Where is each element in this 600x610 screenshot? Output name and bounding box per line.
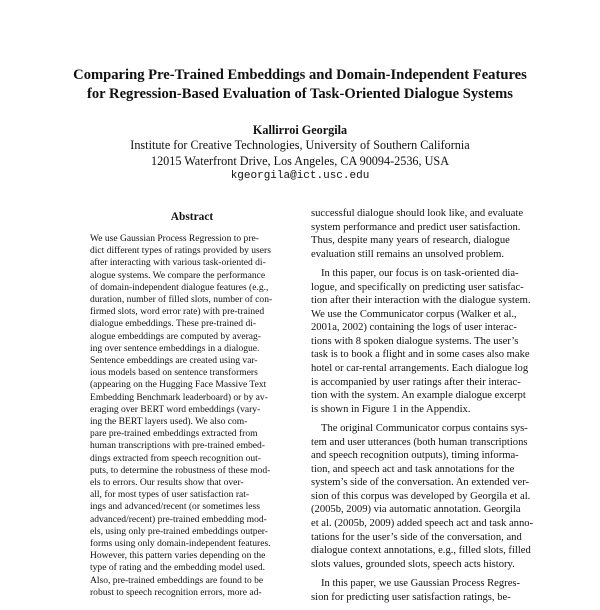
abstract-text	[90, 233, 294, 599]
abstract-line: alogue systems. We compare the performance	[90, 269, 266, 281]
body-line: In this paper, we use Gaussian Process Regres-	[321, 578, 521, 590]
body-line: The original Communicator corpus contains sys-	[321, 423, 528, 435]
abstract-column	[90, 210, 294, 599]
title-line: for Regression-Based Evaluation of Task-Oriented Dialogue Systems	[87, 86, 513, 102]
abstract-line: after interacting with various task-oriented di-	[90, 257, 266, 269]
body-line: hotel or car-rental arrangements. Each dialogue log	[311, 363, 529, 375]
body-line: is accompanied by user ratings after their interac-	[311, 376, 521, 388]
abstract-line: ing the BERT layers used). We also com-	[90, 416, 248, 428]
abstract-line: of domain-independent dialogue features (e.g.,	[90, 281, 269, 293]
body-line: We use the Communicator corpus (Walker et al.,	[311, 308, 517, 320]
abstract-line: We use Gaussian Process Regression to pre-	[90, 233, 259, 244]
body-line: is shown in Figure 1 in the Appendix.	[311, 403, 471, 415]
body-line: and speech recognition outputs), timing informa-	[311, 450, 519, 462]
abstract-line: eraging over BERT word embeddings (vary-	[90, 403, 261, 415]
abstract-line: alogue embeddings are computed by averag-	[90, 330, 261, 342]
body-paragraph	[311, 577, 527, 604]
abstract-line: all, for most types of user satisfaction rat-	[90, 489, 250, 501]
abstract-line: human transcriptions with pre-trained embed-	[90, 440, 265, 452]
body-line: sion for predicting user satisfaction ratings, be-	[311, 591, 511, 603]
abstract-heading: Abstract	[170, 211, 214, 223]
body-line: tion, and speech act and task annotations for the	[311, 463, 515, 475]
affiliation-line: 12015 Waterfront Drive, Los Angeles, CA 90094-2536, USA	[150, 153, 450, 168]
abstract-line: ings and advanced/recent (or sometimes less	[90, 501, 260, 513]
body-line: tions with 8 spoken dialogue systems. The user’s	[311, 335, 519, 347]
abstract-line: dict different types of ratings provided by users	[90, 245, 271, 257]
abstract-line: duration, number of filled slots, number of con-	[90, 294, 273, 306]
body-line: (2005b, 2009) via automatic annotation. Georgila	[311, 504, 521, 516]
body-line: system’s side of the conversation. An extended ver-	[311, 477, 530, 489]
body-paragraph	[311, 422, 534, 571]
body-column	[311, 207, 534, 610]
body-line: tion after their interaction with the dialogue system.	[311, 295, 531, 307]
abstract-line: Also, pre-trained embeddings are found to be	[90, 574, 264, 586]
abstract-line: Sentence embeddings are created using var-	[90, 355, 258, 367]
author-affiliation	[40, 138, 560, 185]
body-line: tations for the user’s side of the conversation, and	[311, 531, 522, 543]
author-email: kgeorgila@ict.usc.edu	[230, 170, 370, 182]
body-line: logue, and specifically on predicting user satisfac-	[311, 281, 524, 293]
abstract-line: However, this pattern varies depending on the	[90, 550, 266, 562]
affiliation-line: Institute for Creative Technologies, University of Southern California	[130, 138, 470, 152]
body-line: 2001a, 2002) containing the logs of user interac-	[311, 322, 517, 334]
abstract-line: puts, to determine the robustness of these mod-	[90, 464, 271, 476]
author-name: Kallirroi Georgila	[252, 123, 348, 137]
abstract-line: dings extracted from speech recognition out-	[90, 452, 261, 464]
body-paragraph	[311, 207, 527, 261]
body-line: Thus, despite many years of research, dialogue	[311, 235, 510, 247]
abstract-line: robust to speech recognition errors, more ad-	[90, 586, 262, 598]
abstract-line: advanced/recent) pre-trained embedding mod-	[90, 513, 267, 525]
abstract-line: type of rating and the embedding model used.	[90, 562, 265, 574]
body-line: In this paper, our focus is on task-oriented dia-	[321, 268, 519, 280]
body-line: dialogue context annotations, e.g., filled slots, filled	[311, 545, 531, 557]
body-text	[311, 207, 534, 604]
abstract-line: (appearing on the Hugging Face Massive Text	[90, 379, 267, 391]
body-line: tem and user utterances (both human transcriptions	[311, 436, 528, 448]
abstract-line: ious models based on sentence transformers	[90, 367, 258, 379]
abstract-line: dialogue embeddings. These pre-trained di-	[90, 318, 257, 330]
abstract-line: pare pre-trained embeddings extracted from	[90, 428, 258, 440]
body-line: system performance and predict user satisfaction.	[311, 221, 521, 233]
body-line: sion of this corpus was developed by Georgila et al.	[311, 490, 531, 502]
abstract-line: els, using only pre-trained embeddings outper-	[90, 525, 268, 537]
body-line: tion with the system. An example dialogue excerpt	[311, 390, 526, 402]
title-line: Comparing Pre-Trained Embeddings and Domain-Independent Features	[73, 67, 527, 83]
body-line: task is to book a flight and in some cases also make	[311, 349, 530, 361]
abstract-line: firmed slots, word error rate) with pre-trained	[90, 306, 265, 318]
abstract-line: els to errors. Our results show that over-	[90, 477, 244, 489]
body-paragraph	[311, 267, 531, 416]
body-line: evaluation still remains an unsolved problem.	[311, 248, 504, 260]
abstract-line: ing over sentence embeddings in a dialogue.	[90, 342, 260, 354]
body-line: et al. (2005b, 2009) added speech act and task anno-	[311, 518, 534, 530]
abstract-line: Embedding Benchmark leaderboard) or by av-	[90, 391, 268, 403]
abstract-line: forms using only domain-independent features.	[90, 538, 271, 550]
paper-title	[40, 66, 560, 104]
body-line: successful dialogue should look like, and evaluate	[311, 208, 524, 219]
body-line: slots values, grounded slots, speech acts history.	[311, 558, 515, 570]
